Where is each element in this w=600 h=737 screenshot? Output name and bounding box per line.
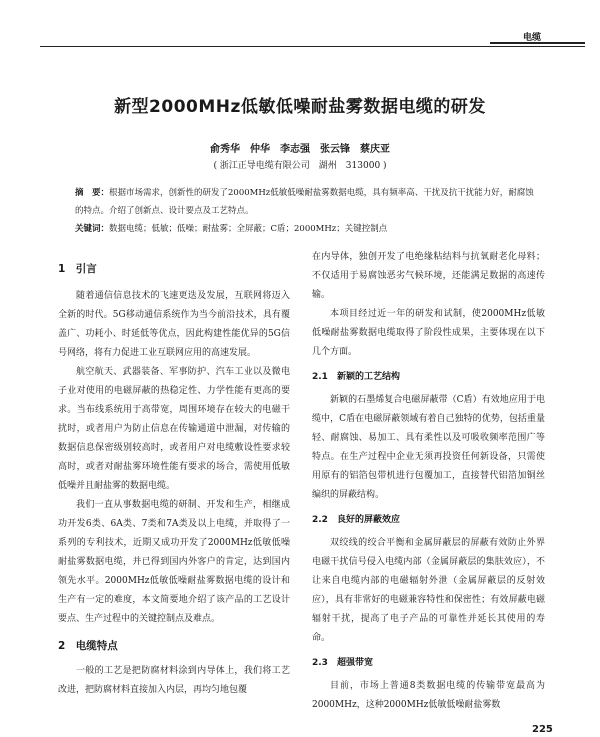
abstract-block [75,184,535,238]
paper-title: 新型2000MHz低敏低噪耐盐雾数据电缆的研发 [114,97,486,117]
right-paragraph-2: 本项目经过近一年的研发和试制，使2000MHz低敏低噪耐盐雾数据电缆取得了阶段性成果，主要体现在以下几个方面。 [312,309,545,357]
right-paragraph-4: 双绞线的绞合平衡和金属屏蔽层的屏蔽有效防止外界电磁干扰信号侵入电缆内部（金属屏蔽层的集肤效应），不让来自电缆内部的电磁辐射外泄（金属屏蔽层的反射效应），具有非常好的电磁兼容特性和保密性；有效屏蔽电磁辐射干扰，提高了电子产品的可靠性并延长其使用的寿命。 [312,538,545,643]
author-list: 俞秀华 仲华 李志强 张云锋 蔡庆亚 [210,144,390,155]
intro-paragraph-2: 航空航天、武器装备、军事防护、汽车工业以及微电子业对使用的电磁屏蔽的热稳定性、力学性能有更高的要求。当布线系统用于高带宽，周围环境存在较大的电磁干扰时，或者用户为防止信息在传输通道中泄漏，对传输的数据信息保密级别较高时，或者用户对电缆敷设性要求较高时，或者对耐盐雾环境性能有要求的场合，需使用低敏低噪并且耐盐雾的数据电缆。 [58,367,290,491]
header-rule [40,46,585,47]
right-paragraph-5: 目前，市场上普通8类数据电缆的传输带宽最高为2000MHz，这种2000MHz低敏低噪耐盐雾数 [312,681,545,710]
abstract-label: 摘 要： [75,188,110,198]
keywords-label: 关键词： [75,224,110,234]
intro-paragraph-1: 随着通信信息技术的飞速更迭及发展，互联网将迈入全新的时代。5G移动通信系统作为当今前沿技术，具有覆盖广、功耗小、时延低等优点，因此构建性能优异的5G信号网络，将有力促进工业互联网应用的高速发展。 [58,291,290,358]
left-column [58,260,290,700]
heading-2-2: 2.2 良好的屏蔽效应 [312,515,400,525]
heading-2-3: 2.3 超强带宽 [312,658,373,668]
features-paragraph: 一般的工艺是把防腐材料涂到内导体上，我们将工艺改进，把防腐材料直接加入内层，再均匀地包覆 [58,666,290,695]
right-paragraph-3: 新颖的石墨烯复合电磁屏蔽带（C盾）有效地应用于电缆中，C盾在电磁屏蔽领域有着自己独特的优势，包括重量轻、耐腐蚀、易加工、具有柔性以及可吸收频率范围广等特点。在生产过程中企业无须再投资任何新设备，只需使用原有的铝箔包带机进行包覆加工，直接替代铝箔加铜丝编织的屏蔽结构。 [312,395,545,500]
heading-2-1: 2.1 新颖的工艺结构 [312,372,400,382]
abstract [75,184,535,220]
right-column [312,248,545,715]
abstract-text: 根据市场需求，创新性的研发了2000MHz低敏低噪耐盐雾数据电缆，具有频率高、干扰及抗干扰能力好，耐腐蚀的特点。介绍了创新点、设计要点及工艺特点。 [75,188,534,216]
keywords-text: 数据电缆；低敏；低噪；耐盐雾；全屏蔽；C盾；2000MHz；关键控制点 [109,224,388,234]
right-paragraph-1: 在内导体，独创开发了电绝缘粘结料与抗氧耐老化母料；不仅适用于易腐蚀恶劣气候环境，还能满足数据的高速传输。 [312,252,545,300]
section-label: 电缆 [523,33,542,43]
page-number: 225 [532,724,553,735]
heading-cable-features: 2 电缆特点 [58,640,118,652]
intro-paragraph-3: 我们一直从事数据电缆的研制、开发和生产，相继成功开发6类、6A类、7类和7A类及以上电缆，并取得了一系列的专利技术，近期又成功开发了2000MHz低敏低噪耐盐雾数据电缆，并已得到国内外客户的肯定，达到国内领先水平。2000MHz低敏低噪耐盐雾数据电缆的设计和生产有一定的难度，本文简要地介绍了该产品的工艺设计要点、生产过程中的关键控制点及难点。 [58,500,290,624]
heading-introduction: 1 引言 [58,263,97,275]
affiliation: ( 浙江正导电缆有限公司 湖州 313000 ) [213,161,387,171]
keywords [75,220,535,238]
